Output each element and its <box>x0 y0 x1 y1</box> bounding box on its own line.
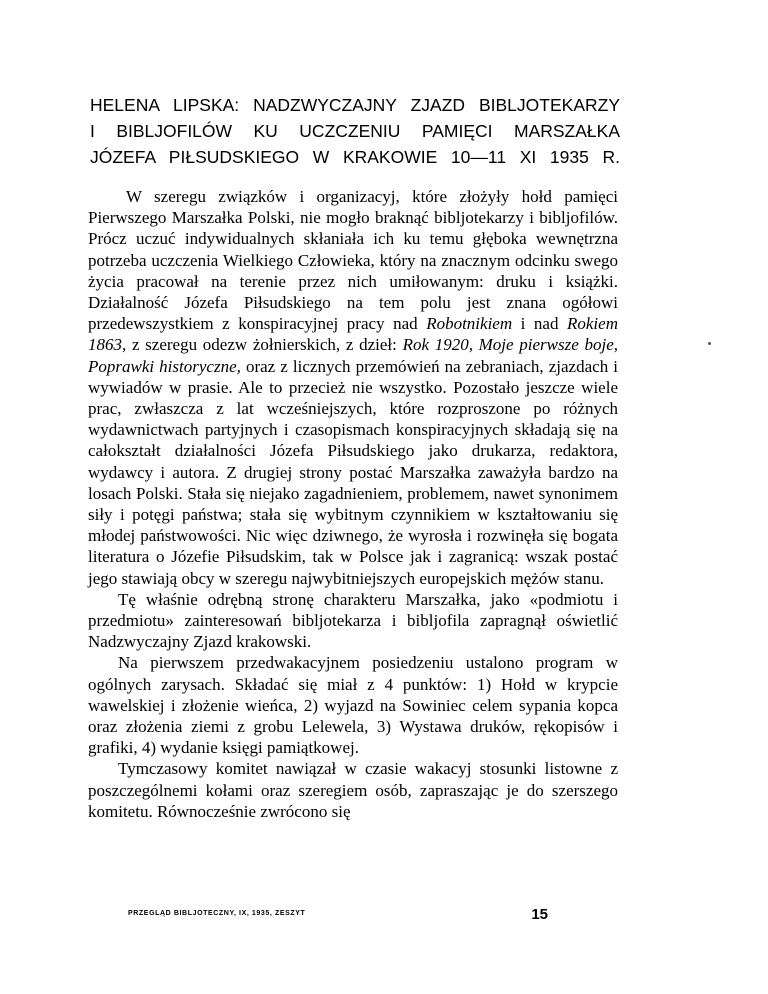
page-number: 15 <box>531 906 548 923</box>
italic-works-list: Rok 1920, Moje pierwsze boje, Poprawki historyczne, <box>88 335 618 376</box>
italic-title-robotnik: Robotnikiem <box>426 314 513 334</box>
paragraph-4: Tymczasowy komitet nawiązał w czasie wakacyj stosunki listowne z poszczególnemi kołami oraz szeregiem osób, zapraszając je do szerszego komitetu. Równocześnie zwrócono się <box>88 759 618 821</box>
paragraph-1-text-d: oraz z licznych przemówień na zebraniach, zjazdach i wywiadów w prasie. Ale to przecież nie wszystko. Pozostało jeszcze wiele prac, zwłaszcza z lat wcześniejszych, które rozproszone po różnych wydawnictwach partyjnych i czasopismach konspiracyjnych składają się na całokształt działalności Józefa Piłsudskiego jako drukarza, redaktora, wydawcy i autora. Z drugiej strony postać Marszałka zaważyła bardzo na losach Polski. Stała się niejako zagadnieniem, problemem, nawet synonimem siły i potęgi państwa; stała się wybitnym czynnikiem w kształtowaniu się młodej państwowości. Nic więc dziwnego, że wyrosła i rozwinęła się bogata literatura o Józefie Piłsudskim, tak w Polsce jak i zagranicą: wszak postać jego stawiają obcy w szeregu najwybitniejszych europejskich mężów stanu. <box>88 356 618 588</box>
running-head: PRZEGLĄD BIBLJOTECZNY, IX, 1935, ZESZYT <box>128 910 306 917</box>
title-line-2: I BIBLJOFILÓW KU UCZCZENIU PAMIĘCI MARSZAŁKA <box>90 121 620 141</box>
title-line-1: HELENA LIPSKA: NADZWYCZAJNY ZJAZD BIBLJOTEKARZY <box>90 95 620 115</box>
ink-speck <box>708 342 711 345</box>
paragraph-1-text-c: z szeregu odezw żołnierskich, z dzieł: <box>126 335 403 355</box>
paragraph-3: Na pierwszem przedwakacyjnem posiedzeniu ustalono program w ogólnych zarysach. Składać się miał z 4 punktów: 1) Hołd w krypcie wawelskiej i złożenie wieńca, 2) wyjazd na Sowiniec celem sypania kopca oraz złożenia ziemi z grobu Lelewela, 3) Wystawa druków, rękopisów i grafiki, 4) wydanie księgi pamiątkowej. <box>88 653 618 758</box>
title-line-3: JÓZEFA PIŁSUDSKIEGO W KRAKOWIE 10—11 XI 1935 R. <box>90 147 620 167</box>
paragraph-1-text-a: W szeregu związków i organizacyj, które złożyły hołd pamięci Pierwszego Marszałka Polski, nie mogło braknąć bibljotekarzy i bibljofilów. Prócz uczuć indywidualnych skłaniała ich ku temu głęboka wewnętrzna potrzeba uczczenia Wielkiego Człowieka, który na znacznym odcinku swego życia pracował na terenie przez nich umiłowanym: druku i książki. Działalność Józefa Piłsudskiego na tem polu jest znana ogółowi przedewszystkiem z konspiracyjnej pracy nad <box>88 187 618 334</box>
page-footer <box>128 906 548 926</box>
italic-title-rok-1863: Rokiem 1863, <box>88 314 618 355</box>
article-title <box>90 92 620 170</box>
article-body <box>88 186 618 822</box>
paragraph-1 <box>88 186 618 589</box>
paragraph-2: Tę właśnie odrębną stronę charakteru Marszałka, jako «podmiotu i przedmiotu» zainteresowań bibljotekarza i bibljofila zapragnął oświetlić Nadzwyczajny Zjazd krakowski. <box>88 589 618 652</box>
paragraph-1-text-b: i nad <box>512 314 567 334</box>
